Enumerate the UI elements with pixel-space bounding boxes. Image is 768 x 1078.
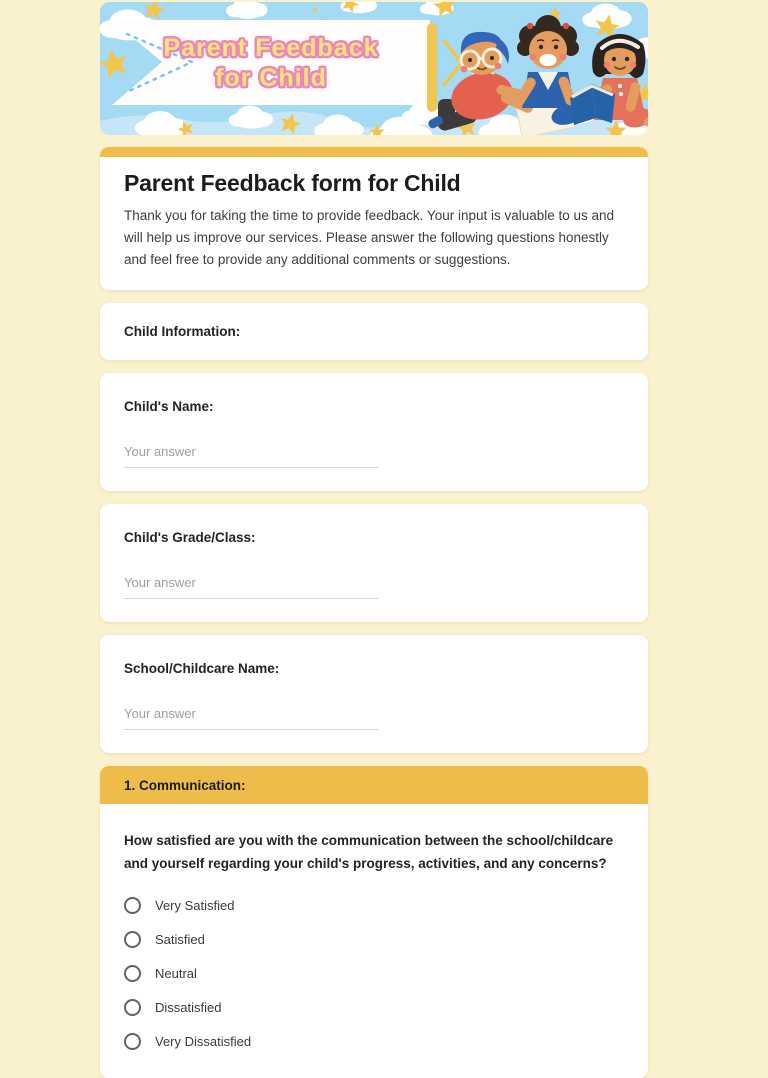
- child-grade-card: [100, 504, 648, 622]
- child-information-label: Child Information:: [124, 324, 241, 339]
- form-header-banner: [100, 2, 648, 135]
- child-name-card: [100, 373, 648, 491]
- option-label: Dissatisfied: [155, 1000, 222, 1015]
- option-label: Satisfied: [155, 932, 205, 947]
- child-grade-label: Child's Grade/Class:: [124, 530, 256, 545]
- radio-button-icon[interactable]: [124, 1033, 141, 1050]
- school-name-label: School/Childcare Name:: [124, 661, 280, 676]
- form-description: Thank you for taking the time to provide feedback. Your input is valuable to us and will help us improve our services. Please answer the following questions honestly and feel free to provide any additional comments or suggestions.: [124, 208, 615, 267]
- option-label: Very Satisfied: [155, 898, 235, 913]
- school-name-card: [100, 635, 648, 753]
- option-neutral[interactable]: [124, 965, 624, 982]
- form-title-card: [100, 147, 648, 290]
- radio-button-icon[interactable]: [124, 897, 141, 914]
- communication-options: [124, 897, 624, 1050]
- option-label: Very Dissatisfied: [155, 1034, 252, 1049]
- option-label: Neutral: [155, 966, 197, 981]
- communication-section-header: 1. Communication:: [100, 766, 648, 804]
- radio-button-icon[interactable]: [124, 999, 141, 1016]
- banner-title-line1: Parent Feedback: [163, 34, 379, 62]
- school-name-input[interactable]: [124, 701, 379, 730]
- child-information-card: [100, 303, 648, 360]
- option-very-satisfied[interactable]: [124, 897, 624, 914]
- option-satisfied[interactable]: [124, 931, 624, 948]
- child-name-label: Child's Name:: [124, 399, 214, 414]
- radio-button-icon[interactable]: [124, 931, 141, 948]
- form-column: [100, 0, 648, 1078]
- option-dissatisfied[interactable]: [124, 999, 624, 1016]
- option-very-dissatisfied[interactable]: [124, 1033, 624, 1050]
- form-title: Parent Feedback form for Child: [124, 170, 461, 196]
- banner-illustration: [100, 2, 648, 135]
- ribbon-banner: [112, 20, 462, 112]
- accent-strip: [100, 147, 648, 157]
- communication-section-body: [100, 804, 648, 1078]
- communication-question: How satisfied are you with the communication between the school/childcare and yourself regarding your child's progress, activities, and any concerns?: [124, 833, 614, 871]
- child-grade-input[interactable]: [124, 570, 379, 599]
- radio-button-icon[interactable]: [124, 965, 141, 982]
- communication-section-card: [100, 766, 648, 1078]
- child-name-input[interactable]: [124, 439, 379, 468]
- banner-title-line2: for Child: [215, 64, 327, 92]
